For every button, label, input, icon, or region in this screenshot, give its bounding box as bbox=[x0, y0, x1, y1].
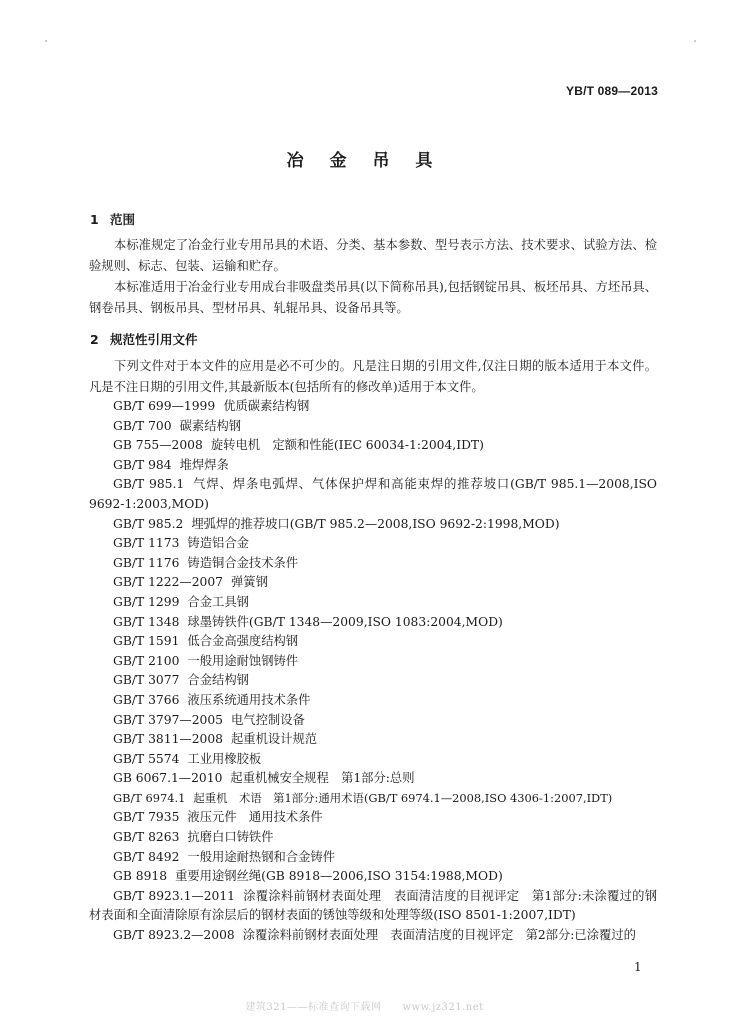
reference-item bbox=[89, 808, 657, 828]
reference-code: GB/T 2100 bbox=[113, 653, 180, 668]
reference-title: 铸造铝合金 bbox=[187, 536, 249, 551]
standard-number: YB/T 089—2013 bbox=[566, 84, 658, 98]
reference-item bbox=[89, 789, 657, 809]
reference-title: 液压系统通用技术条件 bbox=[187, 692, 311, 707]
reference-item bbox=[89, 691, 657, 711]
reference-item bbox=[89, 848, 657, 868]
reference-item bbox=[89, 456, 657, 476]
reference-title: 电气控制设备 bbox=[231, 712, 305, 727]
section-title: 规范性引用文件 bbox=[110, 332, 198, 347]
reference-item bbox=[89, 730, 657, 750]
reference-title: 起重机设计规范 bbox=[231, 732, 318, 747]
reference-code: GB 8918 bbox=[113, 869, 168, 884]
reference-code: GB/T 1222—2007 bbox=[113, 575, 223, 590]
reference-code: GB/T 6974.1 bbox=[113, 790, 186, 805]
reference-code: GB/T 3797—2005 bbox=[113, 712, 223, 727]
reference-item bbox=[89, 652, 657, 672]
scan-speck bbox=[694, 40, 696, 42]
reference-code: GB/T 985.1 bbox=[113, 477, 185, 492]
reference-item bbox=[89, 926, 657, 946]
reference-code: GB/T 699—1999 bbox=[113, 399, 216, 413]
reference-item bbox=[89, 436, 657, 456]
reference-code: GB/T 1299 bbox=[113, 594, 180, 609]
reference-code: GB 755—2008 bbox=[113, 438, 203, 453]
reference-code: GB/T 8492 bbox=[113, 849, 180, 864]
reference-title: 球墨铸铁件(GB/T 1348—2009,ISO 1083:2004,MOD) bbox=[187, 614, 503, 629]
reference-title: 一般用途耐蚀钢铸件 bbox=[187, 653, 299, 668]
reference-code: GB/T 7935 bbox=[113, 810, 180, 825]
section-heading-scope bbox=[90, 210, 135, 228]
reference-item bbox=[89, 632, 657, 652]
reference-code: GB/T 8923.1—2011 bbox=[113, 888, 235, 903]
reference-item bbox=[89, 397, 657, 417]
reference-title: 涂覆涂料前钢材表面处理 表面清洁度的目视评定 第2部分:已涂覆过的 bbox=[242, 928, 636, 943]
reference-title: 低合金高强度结构钢 bbox=[187, 634, 299, 649]
reference-item bbox=[89, 593, 657, 613]
reference-title: 铸造铜合金技术条件 bbox=[187, 555, 299, 570]
reference-code: GB/T 1176 bbox=[113, 555, 180, 570]
reference-item bbox=[89, 828, 657, 848]
reference-item bbox=[89, 573, 657, 593]
reference-code: GB/T 8923.2—2008 bbox=[113, 928, 235, 943]
reference-item bbox=[89, 515, 657, 535]
reference-list bbox=[89, 397, 657, 946]
reference-item bbox=[89, 613, 657, 633]
reference-title: 气焊、焊条电弧焊、气体保护焊和高能束焊的推荐坡口(GB/T 985.1—2008,ISO 9692-1:2003,MOD) bbox=[89, 477, 657, 511]
page-number: 1 bbox=[634, 960, 642, 974]
reference-code: GB/T 3766 bbox=[113, 692, 180, 707]
reference-item bbox=[89, 750, 657, 770]
footer-watermark: 建筑321——标准查询下载网 www.jz321.net bbox=[245, 1002, 484, 1013]
reference-title: 起重机 术语 第1部分:通用术语(GB/T 6974.1—2008,ISO 4306-1:2007,IDT) bbox=[193, 790, 613, 805]
page-title: 冶 金 吊 具 bbox=[286, 151, 443, 171]
reference-title: 一般用途耐热钢和合金铸件 bbox=[187, 849, 335, 864]
reference-code: GB 6067.1—2010 bbox=[113, 771, 223, 786]
reference-title: 涂覆涂料前钢材表面处理 表面清洁度的目视评定 第1部分:未涂覆过的钢材表面和全面清除原有涂层后的钢材表面的锈蚀等级和处理等级(ISO 8501-1:2007,IDT) bbox=[89, 888, 657, 923]
section-heading-normative-references bbox=[90, 330, 198, 348]
section-title: 范围 bbox=[110, 212, 136, 227]
reference-code: GB/T 3077 bbox=[113, 673, 180, 688]
reference-item bbox=[89, 534, 657, 554]
reference-title: 埋弧焊的推荐坡口(GB/T 985.2—2008,ISO 9692-2:1998,MOD) bbox=[191, 516, 560, 531]
reference-code: GB/T 3811—2008 bbox=[113, 732, 223, 747]
reference-title: 重要用途钢丝绳(GB 8918—2006,ISO 3154:1988,MOD) bbox=[175, 869, 503, 884]
reference-title: 碳素结构钢 bbox=[179, 418, 242, 433]
reference-title: 工业用橡胶板 bbox=[187, 751, 262, 766]
reference-code: GB/T 1348 bbox=[113, 614, 180, 629]
paragraph: 本标准适用于冶金行业专用成台非吸盘类吊具(以下简称吊具),包括钢锭吊具、板坯吊具、方坯吊具、钢卷吊具、钢板吊具、型材吊具、轧辊吊具、设备吊具等。 bbox=[89, 280, 657, 315]
reference-code: GB/T 1173 bbox=[113, 536, 180, 551]
section-number: 1 bbox=[90, 212, 99, 227]
reference-item bbox=[89, 769, 657, 789]
reference-item bbox=[89, 711, 657, 731]
reference-title: 堆焊焊条 bbox=[179, 457, 229, 472]
reference-code: GB/T 5574 bbox=[113, 751, 180, 766]
reference-code: GB/T 984 bbox=[113, 457, 172, 472]
scan-speck bbox=[45, 40, 47, 42]
reference-item bbox=[89, 554, 657, 574]
reference-title: 优质碳素结构钢 bbox=[223, 399, 310, 413]
section-number: 2 bbox=[90, 332, 99, 347]
reference-title: 抗磨白口铸铁件 bbox=[187, 830, 274, 845]
reference-item bbox=[89, 475, 657, 514]
reference-title: 弹簧钢 bbox=[231, 575, 268, 590]
reference-title: 合金工具钢 bbox=[187, 594, 249, 609]
reference-code: GB/T 700 bbox=[113, 418, 172, 433]
reference-item bbox=[89, 671, 657, 691]
reference-code: GB/T 1591 bbox=[113, 634, 180, 649]
reference-title: 合金结构钢 bbox=[187, 673, 249, 688]
reference-item bbox=[89, 887, 657, 926]
reference-code: GB/T 985.2 bbox=[113, 516, 184, 531]
reference-code: GB/T 8263 bbox=[113, 830, 180, 845]
reference-title: 起重机械安全规程 第1部分:总则 bbox=[230, 771, 415, 786]
reference-item bbox=[89, 417, 657, 437]
reference-item bbox=[89, 867, 657, 887]
paragraph: 本标准规定了冶金行业专用吊具的术语、分类、基本参数、型号表示方法、技术要求、试验方法、检验规则、标志、包装、运输和贮存。 bbox=[89, 238, 657, 273]
paragraph: 下列文件对于本文件的应用是必不可少的。凡是注日期的引用文件,仅注日期的版本适用于本文件。凡是不注日期的引用文件,其最新版本(包括所有的修改单)适用于本文件。 bbox=[89, 359, 657, 394]
reference-title: 旋转电机 定额和性能(IEC 60034-1:2004,IDT) bbox=[210, 438, 484, 453]
reference-title: 液压元件 通用技术条件 bbox=[187, 810, 323, 825]
